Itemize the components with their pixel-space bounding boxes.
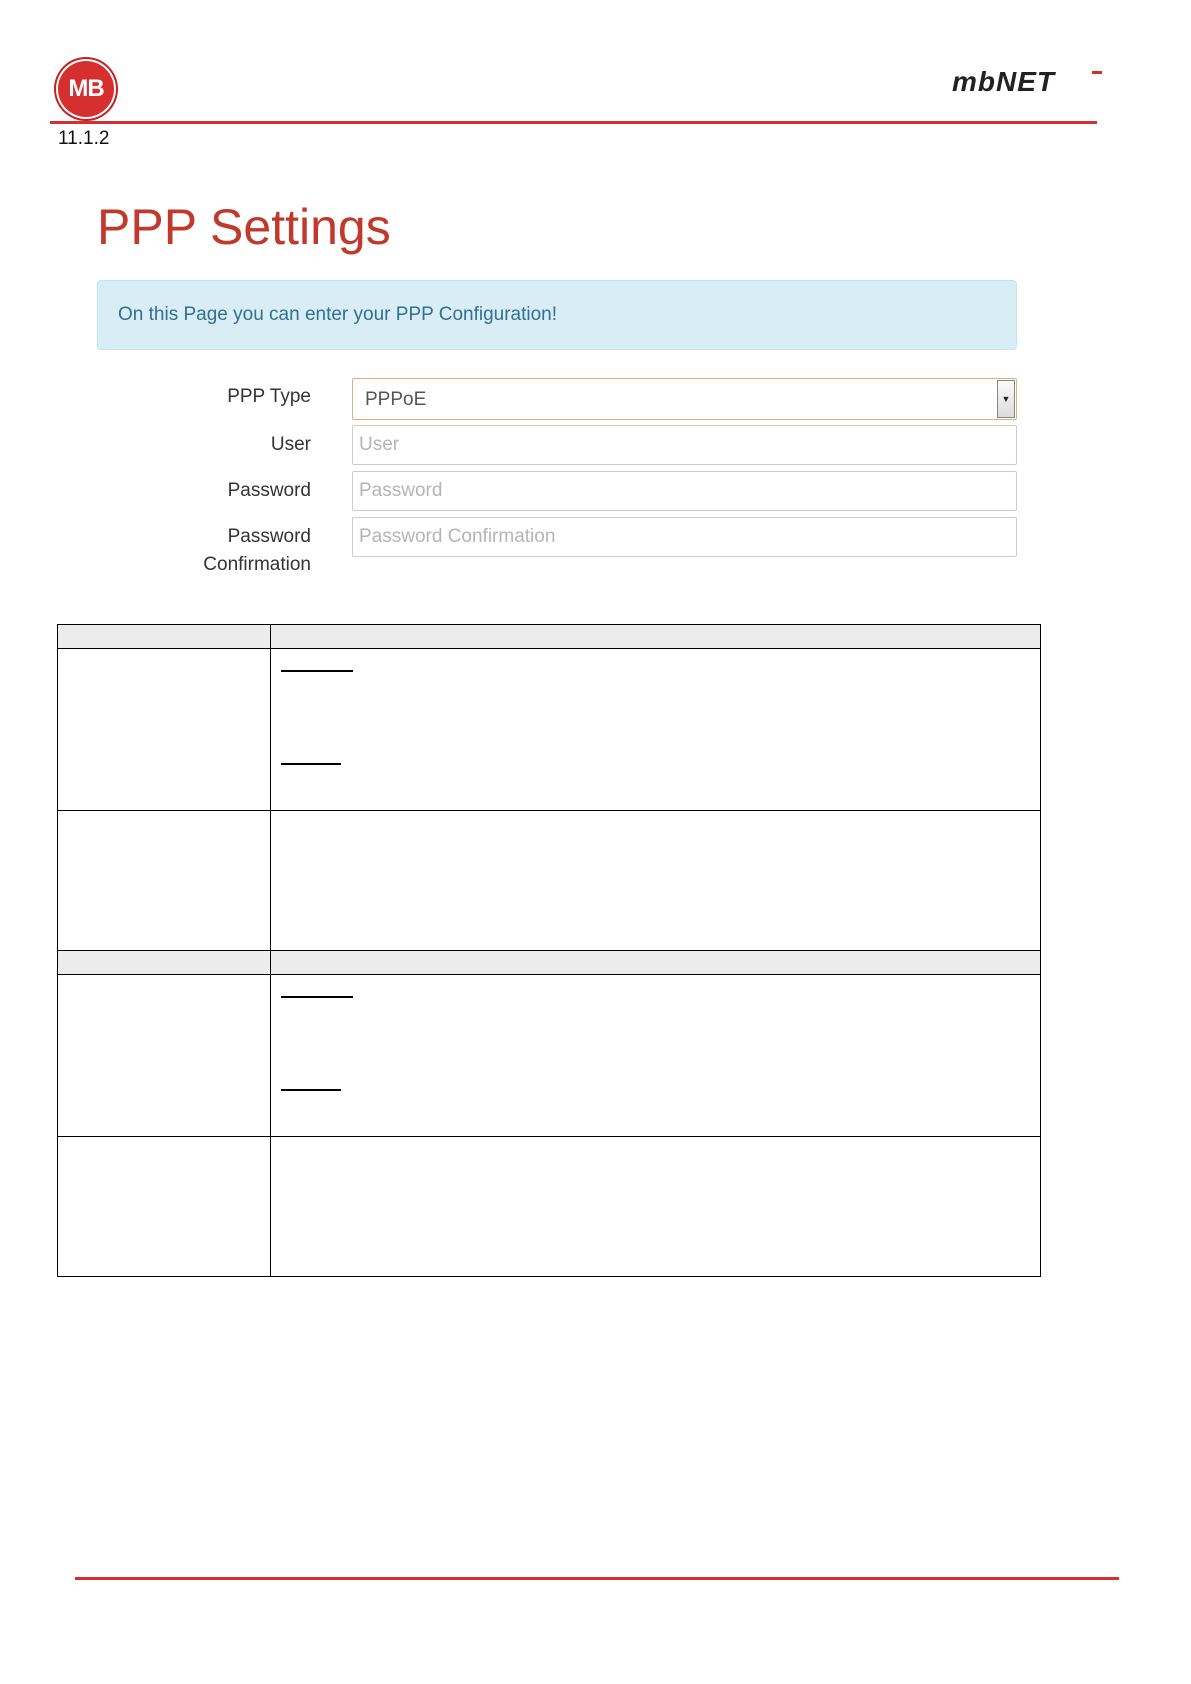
dropdown-button[interactable] [997, 380, 1015, 418]
ppp-type-value: PPPoE [365, 389, 427, 410]
user-input[interactable] [352, 425, 1017, 465]
mbnet-logo: mbNET [952, 66, 1055, 97]
underline-mark [281, 763, 341, 765]
underline-mark [281, 670, 353, 672]
underline-mark [281, 996, 353, 998]
table-row [58, 975, 1041, 1137]
header-rule [50, 121, 1097, 124]
table-header-row [58, 625, 1041, 649]
underline-mark [281, 1089, 341, 1091]
section-number: 11.1.2 [58, 128, 110, 149]
mb-logo-text: MB [68, 75, 104, 102]
password-label: Password [227, 480, 311, 501]
chevron-down-icon: ▼ [1001, 394, 1011, 404]
info-alert [97, 280, 1017, 350]
password-confirmation-label-line2: Confirmation [203, 554, 311, 575]
ppp-type-label: PPP Type [227, 386, 311, 407]
table-row [58, 811, 1041, 951]
info-alert-text: On this Page you can enter your PPP Configuration! [118, 304, 558, 325]
password-confirmation-label [203, 523, 311, 579]
user-label: User [270, 434, 311, 455]
footer-rule [75, 1577, 1119, 1580]
parameter-table [57, 624, 1041, 1277]
password-input[interactable] [352, 471, 1017, 511]
table-row [58, 1137, 1041, 1277]
brand-mark-icon [1092, 71, 1102, 74]
mb-logo [58, 61, 114, 117]
page-title: PPP Settings [97, 199, 391, 255]
password-confirmation-label-line1: Password [227, 526, 311, 547]
ppp-type-select[interactable] [352, 378, 1017, 420]
password-confirmation-input[interactable] [352, 517, 1017, 557]
table-header-row [58, 951, 1041, 975]
table-row [58, 649, 1041, 811]
